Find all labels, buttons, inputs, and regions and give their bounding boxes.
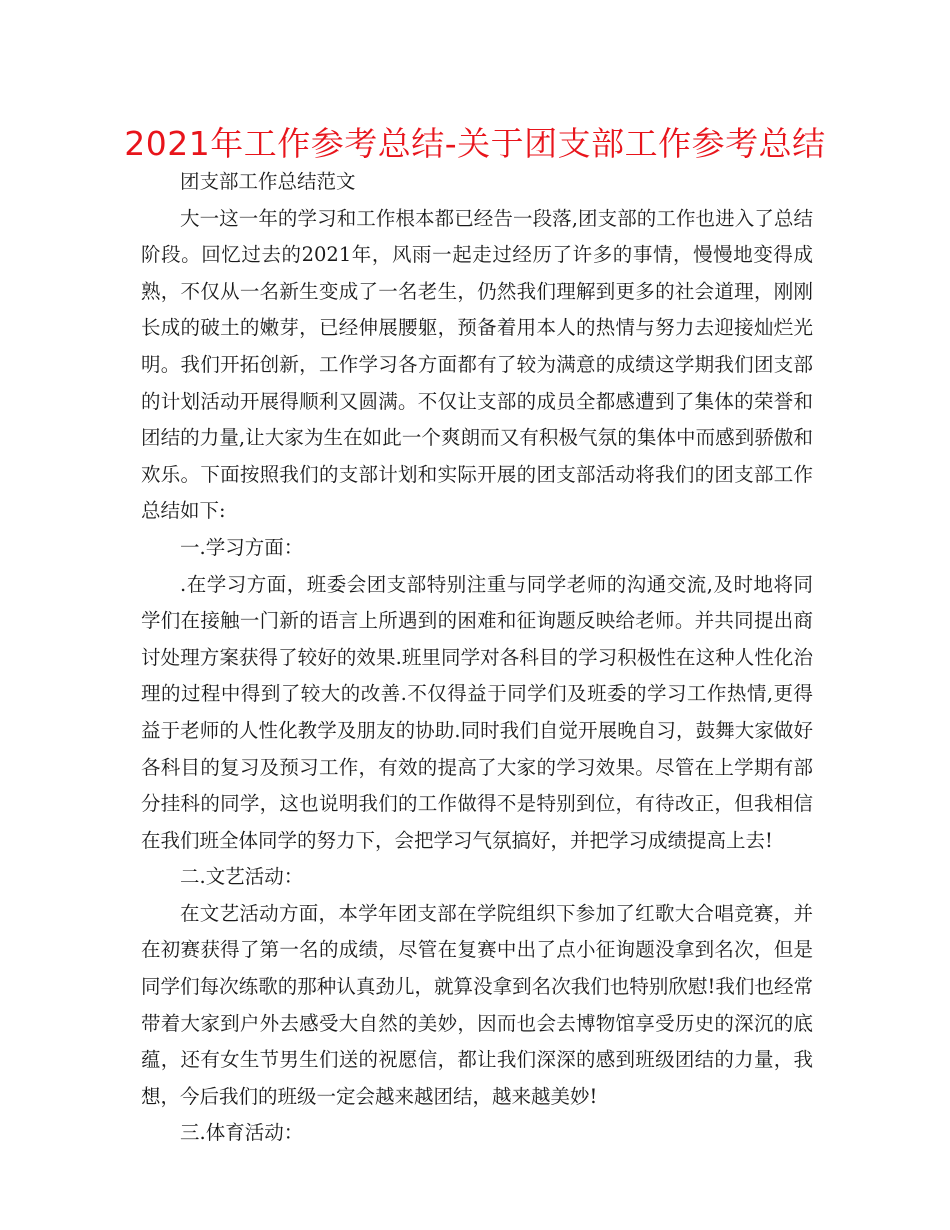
section-heading-sports: 三.体育活动：	[180, 1121, 304, 1145]
section-heading-study: 一.学习方面：	[180, 535, 304, 559]
section-heading-arts: 二.文艺活动：	[180, 865, 304, 889]
section-paragraph-study: .在学习方面，班委会团支部特别注重与同学老师的沟通交流,及时地将同学们在接触一门新的语言上所遇到的困难和征询题反映给老师。并共同提出商讨处理方案获得了较好的效果.班里同学对各科目的学习积极性在这种人性化治理的过程中得到了较大的改善.不仅得益于同学们及班委的学习工作热情,更得益于老师的人性化教学及朋友的协助.同时我们自觉开展晚自习，鼓舞大家做好各科目的复习及预习工作，有效的提高了大家的学习效果。尽管在上学期有部分挂科的同学，这也说明我们的工作做得不是特别到位，有待改正，但我相信在我们班全体同学的努力下，会把学习气氛搞好，并把学习成绩提高上去!	[141, 572, 813, 852]
document-subtitle: 团支部工作总结范文	[180, 170, 356, 193]
document-title: 2021年工作参考总结-关于团支部工作参考总结	[124, 124, 826, 163]
document-body	[141, 164, 813, 1152]
section-paragraph-arts: 在文艺活动方面，本学年团支部在学院组织下参加了红歌大合唱竞赛，并在初赛获得了第一名的成绩，尽管在复赛中出了点小征询题没拿到名次，但是同学们每次练歌的那种认真劲儿，就算没拿到名次我们也特别欣慰!我们也经常带着大家到户外去感受大自然的美妙，因而也会去博物馆享受历史的深沉的底蕴，还有女生节男生们送的祝愿信，都让我们深深的感到班级团结的力量，我想，今后我们的班级一定会越来越团结，越来越美妙!	[141, 901, 813, 1108]
intro-paragraph: 大一这一年的学习和工作根本都已经告一段落,团支部的工作也进入了总结阶段。回忆过去的2021年，风雨一起走过经历了许多的事情，慢慢地变得成熟，不仅从一名新生变成了一名老生，仍然我们理解到更多的社会道理，刚刚长成的破土的嫩芽，已经伸展腰躯，预备着用本人的热情与努力去迎接灿烂光明。我们开拓创新，工作学习各方面都有了较为满意的成绩这学期我们团支部的计划活动开展得顺利又圆满。不仅让支部的成员全都感遭到了集体的荣誉和团结的力量,让大家为生在如此一个爽朗而又有积极气氛的集体中而感到骄傲和欢乐。下面按照我们的支部计划和实际开展的团支部活动将我们的团支部工作总结如下:	[141, 206, 813, 523]
